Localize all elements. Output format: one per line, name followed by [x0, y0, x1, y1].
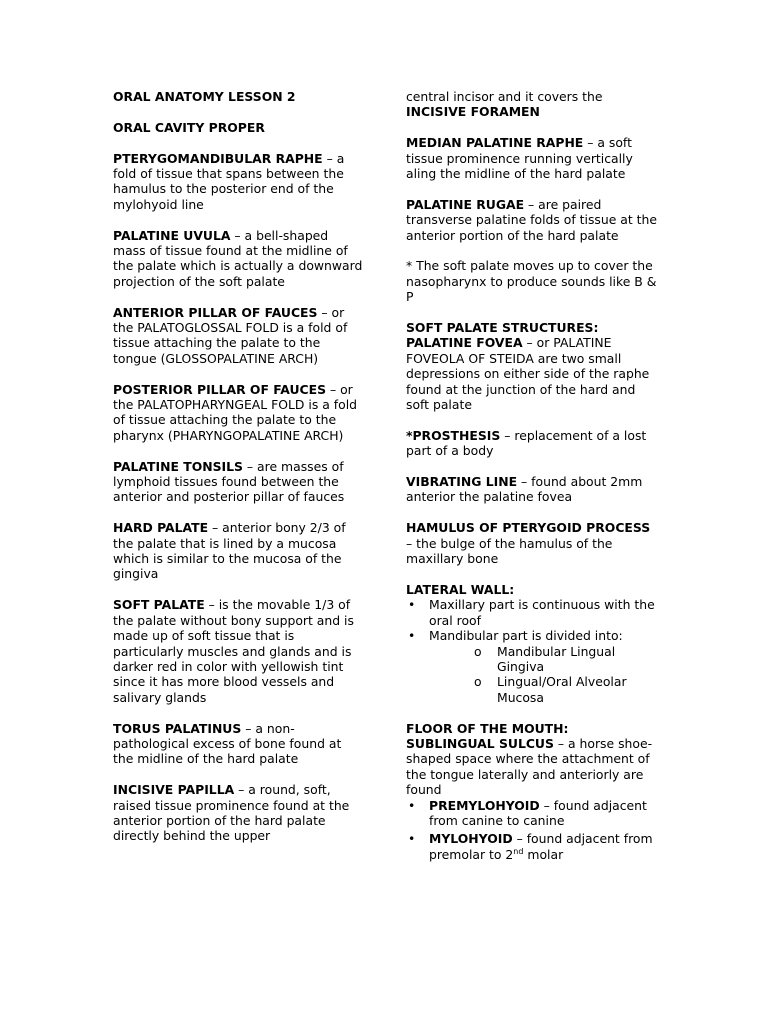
- document-title: ORAL ANATOMY LESSON 2: [113, 89, 296, 104]
- circle-bullet-icon: o: [474, 674, 482, 690]
- entry-anterior-pillar: ANTERIOR PILLAR OF FAUCES – or the PALATOGLOSSAL FOLD is a fold of tissue attaching the palate to the tongue (GLOSSOPALATINE ARCH): [113, 304, 348, 366]
- bullet-icon: •: [408, 628, 416, 644]
- floor-list: [406, 798, 658, 863]
- entry-median-palatine-raphe: MEDIAN PALATINE RAPHE – a soft tissue prominence running vertically aling the midline of the hard palate: [406, 135, 633, 182]
- lateral-wall-list: [406, 597, 658, 705]
- entry-incisive-papilla-continued: central incisor and it covers the INCISIVE FORAMEN: [406, 89, 603, 120]
- entry-incisive-papilla: INCISIVE PAPILLA – a round, soft, raised tissue prominence found at the anterior portion of the hard palate directly behind the upper: [113, 782, 350, 844]
- list-item: • Mandibular part is divided into: o Mandibular Lingual Gingiva o Lingual/Oral Alveolar Mucosa: [406, 628, 658, 705]
- right-column: [406, 89, 658, 878]
- bullet-icon: •: [408, 831, 416, 847]
- list-item: • PREMYLOHYOID – found adjacent from canine to canine: [408, 797, 647, 828]
- entry-palatine-uvula: PALATINE UVULA – a bell-shaped mass of tissue found at the midline of the palate which is actually a downward projection of the soft palate: [113, 227, 363, 289]
- entry-palatine-rugae: PALATINE RUGAE – are paired transverse palatine folds of tissue at the anterior portion of the hard palate: [406, 196, 658, 243]
- mandibular-sublist: [429, 644, 658, 706]
- list-item: • Maxillary part is continuous with the oral roof: [408, 597, 655, 628]
- note-soft-palate: * The soft palate moves up to cover the nasopharynx to produce sounds like B & P: [406, 258, 657, 305]
- entry-soft-palate: SOFT PALATE – is the movable 1/3 of the palate without bony support and is made up of soft tissue that is particularly muscles and glands and is darker red in color with yellowish tint since it has more blood vessels and salivary glands: [113, 597, 354, 705]
- section-heading: SOFT PALATE STRUCTURES:: [406, 320, 599, 336]
- entry-hamulus: HAMULUS OF PTERYGOID PROCESS – the bulge of the hamulus of the maxillary bone: [406, 520, 651, 567]
- entry-hard-palate: HARD PALATE – anterior bony 2/3 of the palate that is lined by a mucosa which is similar to the mucosa of the gingiva: [113, 520, 346, 582]
- entry-pterygomandibular-raphe: PTERYGOMANDIBULAR RAPHE – a fold of tissue that spans between the hamulus to the posterior end of the mylohyoid line: [113, 150, 345, 212]
- circle-bullet-icon: o: [474, 643, 482, 659]
- left-column: [113, 89, 363, 859]
- sublist-item: o Mandibular Lingual Gingiva: [474, 643, 616, 674]
- entry-prosthesis: *PROSTHESIS – replacement of a lost part of a body: [406, 427, 647, 459]
- lateral-wall-heading: LATERAL WALL:: [406, 581, 515, 597]
- list-item: • MYLOHYOID – found adjacent from premolar to 2nd molar: [408, 831, 653, 862]
- entry-vibrating-line: VIBRATING LINE – found about 2mm anterior the palatine fovea: [406, 474, 643, 505]
- entry-torus-palatinus: TORUS PALATINUS – a non-pathological excess of bone found at the midline of the hard palate: [113, 720, 342, 767]
- floor-of-mouth-entry: FLOOR OF THE MOUTH: SUBLINGUAL SULCUS – a horse shoe-shaped space where the attachment of the tongue laterally and anteriorly are found: [406, 720, 653, 798]
- entry-palatine-tonsils: PALATINE TONSILS – are masses of lymphoid tissues found between the anterior and posterior pillar of fauces: [113, 458, 345, 505]
- section-heading: ORAL CAVITY PROPER: [113, 119, 265, 135]
- entry-soft-palate-structures: SOFT PALATE STRUCTURES: PALATINE FOVEA – or PALATINE FOVEOLA OF STEIDA are two small depressions on either side of the raphe found at the junction of the hard and soft palate: [406, 320, 650, 413]
- sublist-item: o Lingual/Oral Alveolar Mucosa: [474, 674, 627, 705]
- bullet-icon: •: [408, 797, 416, 813]
- bullet-icon: •: [408, 597, 416, 613]
- section-heading: FLOOR OF THE MOUTH:: [406, 720, 569, 736]
- entry-posterior-pillar: POSTERIOR PILLAR OF FAUCES – or the PALATOPHARYNGEAL FOLD is a fold of tissue attaching the palate to the pharynx (PHARYNGOPALATINE ARCH): [113, 381, 357, 443]
